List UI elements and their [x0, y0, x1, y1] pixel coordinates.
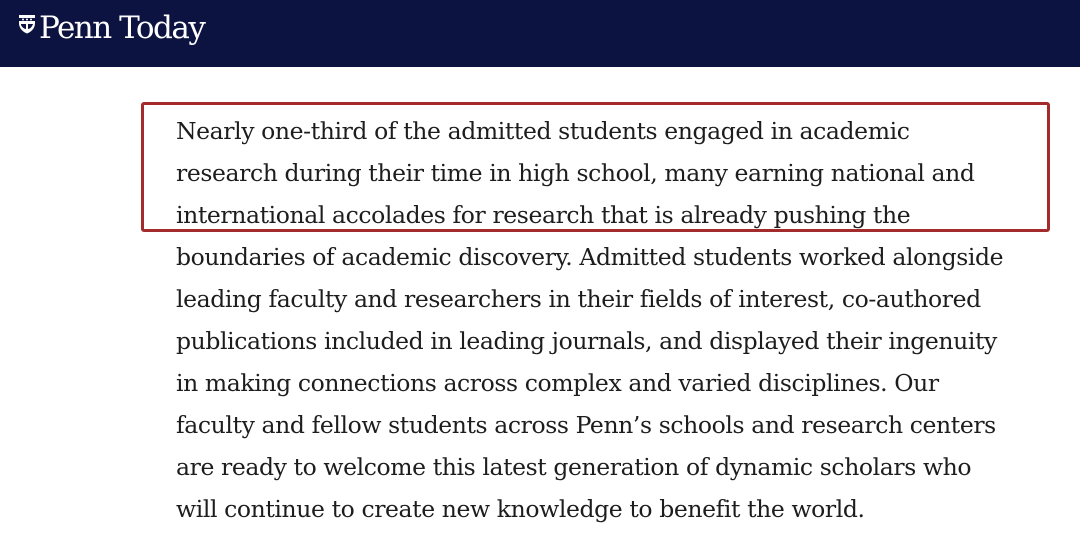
paragraph-line: in making connections across complex and varied disciplines. Our — [176, 369, 939, 397]
site-header — [0, 0, 1080, 67]
penn-today-logo[interactable] — [18, 10, 204, 46]
paragraph-line: will continue to create new knowledge to benefit the world. — [176, 495, 865, 523]
paragraph-line: are ready to welcome this latest generation of dynamic scholars who — [176, 453, 972, 481]
paragraph-line: leading faculty and researchers in their fields of interest, co-authored — [176, 285, 981, 313]
paragraph-line: Nearly one-third of the admitted students engaged in academic — [176, 117, 910, 145]
paragraph-line: publications included in leading journals, and displayed their ingenuity — [176, 327, 997, 355]
paragraph-line: faculty and fellow students across Penn’s schools and research centers — [176, 411, 996, 439]
paragraph-line: international accolades for research that is already pushing the — [176, 201, 911, 229]
paragraph-line: research during their time in high school, many earning national and — [176, 159, 975, 187]
brand-name: Penn Today — [39, 10, 205, 46]
penn-shield-icon — [18, 14, 36, 34]
article-paragraph — [176, 110, 1046, 530]
paragraph-line: boundaries of academic discovery. Admitted students worked alongside — [176, 243, 1004, 271]
